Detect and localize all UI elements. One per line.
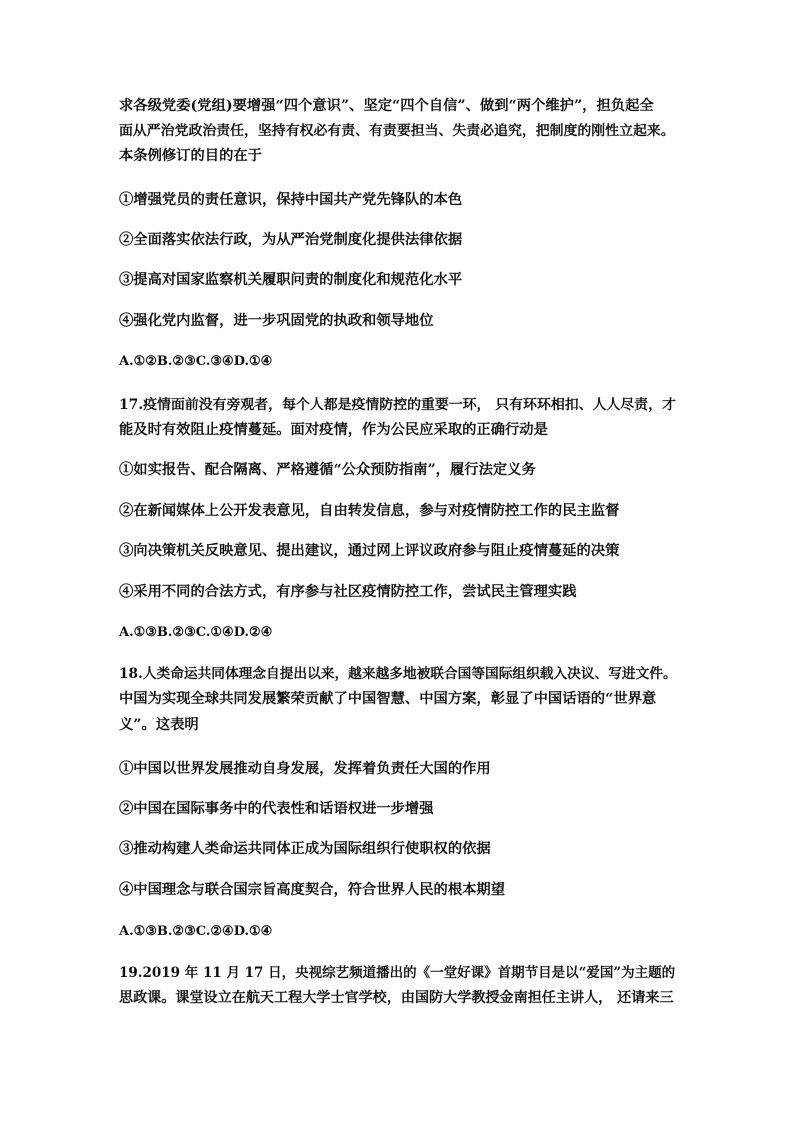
option-2: ②中国在国际事务中的代表性和话语权进一步增强	[119, 801, 434, 817]
answer-choices: A.①③B.②③C.①④D.②④	[119, 625, 273, 640]
option-2: ②在新闻媒体上公开发表意见，自由转发信息，参与对疫情防控工作的民主监督	[119, 503, 620, 519]
stem-line: 能及时有效阻止疫情蔓延。面对疫情，作为公民应采取的正确行动是	[119, 422, 548, 438]
answer-choices: A.①②B.②③C.③④D.①④	[119, 354, 273, 369]
option-4: ④采用不同的合法方式，有序参与社区疫情防控工作，尝试民主管理实践	[119, 584, 577, 600]
stem-line: 面从严治党政治责任，坚持有权必有责、有责要担当、失责必追究，把制度的刚性立起来。	[119, 123, 675, 139]
option-4: ④中国理念与联合国宗旨高度契合，符合世界人民的根本期望	[119, 882, 506, 898]
option-1: ①中国以世界发展推动自身发展，发挥着负责任大国的作用	[119, 761, 491, 777]
stem-line: 义”。这表明	[119, 717, 199, 733]
stem-line: 17.疫情面前没有旁观者，每个人都是疫情防控的重要一环， 只有环环相扣、人人尽责，才	[119, 397, 676, 413]
stem-line: 思政课。课堂设立在航天工程大学士官学校，由国防大学教授金南担任主讲人， 还请来三	[119, 990, 674, 1006]
option-4: ④强化党内监督，进一步巩固党的执政和领导地位	[119, 313, 434, 329]
option-1: ①如实报告、配合隔离、严格遵循“公众预防指南”，履行法定义务	[119, 462, 536, 478]
option-1: ①增强党员的责任意识，保持中国共产党先锋队的本色	[119, 192, 463, 208]
stem-line: 本条例修订的目的在于	[119, 148, 262, 164]
stem-line: 19.2019 年 11 月 17 日，央视综艺频道播出的《一堂好课》首期节目是以“爱国”为主题的	[119, 965, 676, 981]
answer-choices: A.①③B.②③C.②④D.①④	[119, 924, 273, 939]
stem-line: 求各级党委(党组)要增强“四个意识”、坚定“四个自信”、做到“两个维护”，担负起全	[119, 98, 654, 114]
option-2: ②全面落实依法行政，为从严治党制度化提供法律依据	[119, 232, 463, 248]
option-3: ③提高对国家监察机关履职问责的制度化和规范化水平	[119, 272, 463, 288]
option-3: ③向决策机关反映意见、提出建议，通过网上评议政府参与阻止疫情蔓延的决策	[119, 543, 620, 559]
stem-line: 18.人类命运共同体理念自提出以来，越来越多地被联合国等国际组织载入决议、写进文件。	[119, 666, 677, 682]
stem-line: 中国为实现全球共同发展繁荣贡献了中国智慧、中国方案，彰显了中国话语的“世界意	[119, 691, 657, 707]
option-3: ③推动构建人类命运共同体正成为国际组织行使职权的依据	[119, 841, 491, 857]
